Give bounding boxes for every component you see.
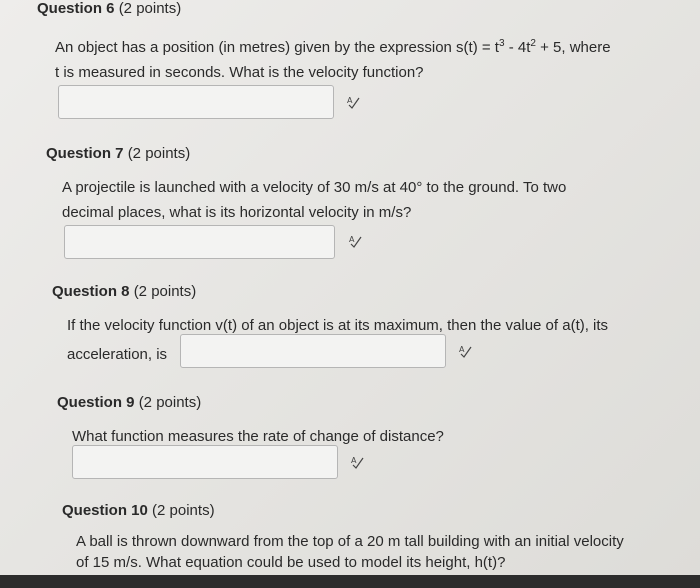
- question-number: Question 10: [62, 502, 148, 519]
- question-number: Question 8: [52, 283, 130, 300]
- question-text-line: acceleration, is: [67, 346, 168, 363]
- spellcheck-icon[interactable]: [458, 344, 472, 358]
- question-number: Question 7: [46, 145, 124, 162]
- question-7-answer-input[interactable]: [64, 225, 335, 259]
- spellcheck-icon[interactable]: [348, 234, 362, 248]
- question-points: (2 points): [127, 145, 191, 162]
- question-text-line: If the velocity function v(t) of an object is at its maximum, then the value of a(t), its: [67, 317, 609, 334]
- question-7-text: [62, 175, 566, 225]
- question-10-text: [76, 529, 624, 575]
- question-number: Question 9: [57, 394, 135, 411]
- exponent: 2: [530, 38, 536, 49]
- question-7-heading: [46, 145, 190, 162]
- question-8-answer-input[interactable]: [180, 334, 446, 368]
- svg-text:A: A: [349, 235, 355, 244]
- question-6-text: [55, 35, 611, 85]
- question-8-heading: [52, 283, 196, 300]
- question-text-line: decimal places, what is its horizontal velocity in m/s?: [62, 204, 412, 221]
- svg-text:A: A: [351, 456, 357, 465]
- question-points: (2 points): [133, 283, 197, 300]
- question-text-part: - 4t: [504, 39, 531, 56]
- spellcheck-icon[interactable]: [350, 455, 364, 469]
- question-points: (2 points): [138, 394, 202, 411]
- question-text-line: t is measured in seconds. What is the velocity function?: [55, 64, 424, 81]
- question-text-line: A projectile is launched with a velocity of 30 m/s at 40° to the ground. To two: [62, 179, 567, 196]
- svg-text:A: A: [347, 96, 353, 105]
- spellcheck-icon[interactable]: [346, 95, 360, 109]
- question-10-heading: [62, 502, 215, 519]
- question-6-heading: [37, 0, 181, 17]
- question-9-heading: [57, 394, 201, 411]
- question-9-answer-input[interactable]: [72, 445, 338, 479]
- question-text-line: A ball is thrown downward from the top of a 20 m tall building with an initial velocity: [76, 533, 624, 550]
- bottom-edge: [0, 575, 700, 588]
- question-points: (2 points): [152, 502, 215, 519]
- question-number: Question 6: [37, 0, 115, 17]
- question-text-part: An object has a position (in metres) given by the expression s(t) = t: [55, 39, 499, 56]
- question-6-answer-input[interactable]: [58, 85, 334, 119]
- svg-text:A: A: [459, 345, 465, 354]
- question-points: (2 points): [118, 0, 182, 17]
- question-text-line: of 15 m/s. What equation could be used to model its height, h(t)?: [76, 554, 506, 571]
- question-text-part: + 5, where: [535, 39, 611, 56]
- question-text-line: What function measures the rate of change of distance?: [72, 428, 444, 445]
- exponent: 3: [498, 38, 505, 49]
